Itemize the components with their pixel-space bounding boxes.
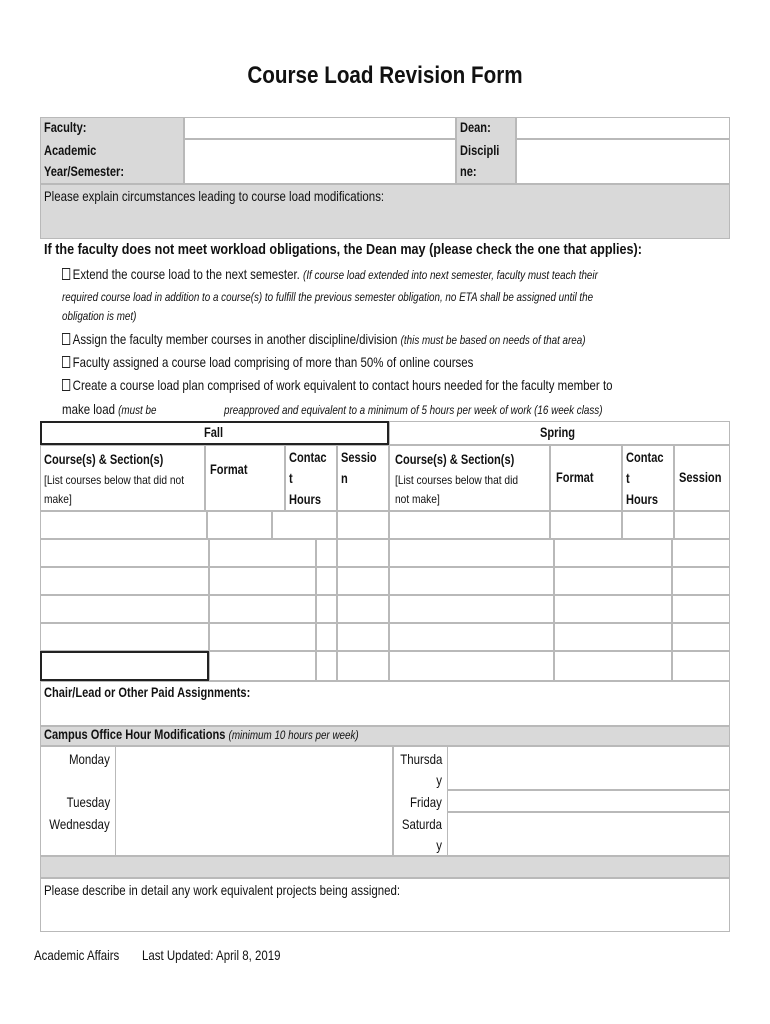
fall-format-cell[interactable]: [207, 511, 272, 539]
spring-format-cell[interactable]: [554, 539, 672, 567]
assign-checkbox[interactable]: [62, 333, 70, 345]
office-hours-spacer: [40, 856, 730, 878]
footer-updated: Last Updated: April 8, 2019: [142, 947, 281, 963]
monday-field[interactable]: [115, 746, 393, 856]
fall-course-cell[interactable]: [40, 567, 209, 595]
discipline-field[interactable]: [516, 139, 730, 184]
spring-label: Spring: [540, 425, 576, 440]
fall-format-cell[interactable]: [209, 539, 316, 567]
spring-course-sublabel-1: [List courses below that did: [395, 473, 519, 487]
spring-session-label: Session: [679, 470, 722, 485]
obligations-heading: If the faculty does not meet workload obligations, the Dean may (please check the one that applies):: [44, 241, 642, 258]
spring-contact-label-2: t: [626, 471, 630, 486]
spring-course-cell[interactable]: [389, 595, 554, 623]
fall-course-cell[interactable]: [40, 539, 209, 567]
fall-label: Fall: [204, 425, 224, 440]
option-plan: [62, 375, 613, 395]
spring-course-cell[interactable]: [389, 567, 554, 595]
footer-dept: Academic Affairs: [34, 947, 120, 963]
fall-course-cell[interactable]: [40, 595, 209, 623]
option-assign-label: Assign the faculty member courses in another discipline/division: [72, 331, 398, 347]
dean-label: Dean:: [460, 120, 491, 135]
saturday-label-1: Saturda: [401, 816, 442, 832]
spring-course-sublabel-2: not make]: [395, 492, 440, 506]
thursday-label-2: y: [436, 772, 442, 788]
option-extend-label: Extend the course load to the next semester.: [72, 266, 300, 282]
tuesday-label: Tuesday: [66, 794, 110, 810]
fall-format-cell[interactable]: [209, 567, 316, 595]
spring-contact-cell[interactable]: [622, 511, 674, 539]
fall-contact-label-3: Hours: [289, 492, 321, 507]
option-online: [62, 352, 473, 372]
option-extend-note-line3: obligation is met): [62, 309, 137, 323]
friday-field[interactable]: [447, 790, 730, 812]
option-plan-note-b: preapproved and equivalent to a minimum of 5 hours per week of work (16 week class): [224, 403, 603, 417]
spring-format-cell[interactable]: [554, 595, 672, 623]
spring-contact-label-3: Hours: [626, 492, 658, 507]
monday-label: Monday: [69, 751, 110, 767]
fall-session-cell[interactable]: [337, 539, 389, 567]
fall-session-label-2: n: [341, 471, 348, 486]
fall-contact-cell[interactable]: [316, 595, 337, 623]
faculty-field[interactable]: [184, 117, 456, 139]
fall-contact-cell[interactable]: [316, 539, 337, 567]
explain-prompt: Please explain circumstances leading to course load modifications:: [44, 188, 385, 204]
fall-contact-cell[interactable]: [316, 623, 337, 651]
option-extend-note-line2: required course load in addition to a course(s) to fulfill the previous semester obligation, no ETA shall be assigned until the: [62, 290, 594, 304]
option-extend-note: (If course load extended into next semester, faculty must teach their: [303, 268, 598, 282]
friday-label: Friday: [410, 794, 442, 810]
spring-session-cell[interactable]: [672, 651, 730, 681]
online-checkbox[interactable]: [62, 356, 70, 368]
fall-session-cell[interactable]: [337, 567, 389, 595]
fall-contact-label-1: Contac: [289, 450, 327, 465]
office-hours-heading-note: (minimum 10 hours per week): [228, 728, 359, 742]
spring-course-cell[interactable]: [389, 651, 554, 681]
spring-course-cell[interactable]: [389, 511, 550, 539]
extend-checkbox[interactable]: [62, 268, 70, 280]
spring-session-cell[interactable]: [672, 595, 730, 623]
plan-checkbox[interactable]: [62, 379, 70, 391]
option-plan-line2: [62, 399, 156, 420]
spring-format-cell[interactable]: [554, 567, 672, 595]
option-plan-label: Create a course load plan comprised of work equivalent to contact hours needed for the faculty member to: [72, 377, 613, 393]
spring-session-cell[interactable]: [672, 539, 730, 567]
chair-lead-label: Chair/Lead or Other Paid Assignments:: [44, 685, 251, 700]
office-hours-heading-text: Campus Office Hour Modifications: [44, 727, 226, 742]
thursday-field[interactable]: [447, 746, 730, 790]
option-plan-label-line2: make load: [62, 401, 115, 417]
spring-format-label: Format: [556, 470, 594, 485]
fall-course-label: Course(s) & Section(s): [44, 452, 164, 467]
office-hours-heading: [44, 725, 359, 745]
spring-session-cell[interactable]: [672, 623, 730, 651]
fall-session-cell[interactable]: [337, 511, 389, 539]
fall-course-sublabel-2: make]: [44, 492, 72, 506]
fall-format-cell[interactable]: [209, 595, 316, 623]
saturday-label-2: y: [436, 837, 442, 853]
dean-field[interactable]: [516, 117, 730, 139]
fall-course-cell[interactable]: [40, 511, 207, 539]
spring-course-cell[interactable]: [389, 539, 554, 567]
fall-course-cell[interactable]: [40, 651, 209, 681]
work-equivalent-prompt: Please describe in detail any work equivalent projects being assigned:: [44, 882, 401, 898]
fall-session-label-1: Sessio: [341, 450, 377, 465]
fall-session-cell[interactable]: [337, 595, 389, 623]
option-plan-note-a: (must be: [118, 403, 157, 417]
fall-format-cell[interactable]: [209, 623, 316, 651]
academic-year-field[interactable]: [184, 139, 456, 184]
spring-course-label: Course(s) & Section(s): [395, 452, 515, 467]
fall-course-cell[interactable]: [40, 623, 209, 651]
fall-contact-cell[interactable]: [272, 511, 337, 539]
fall-contact-cell[interactable]: [316, 651, 337, 681]
faculty-label: Faculty:: [44, 120, 87, 135]
fall-session-cell[interactable]: [337, 651, 389, 681]
spring-contact-label-1: Contac: [626, 450, 664, 465]
academic-label-line1: Academic: [44, 143, 97, 158]
spring-format-cell[interactable]: [554, 651, 672, 681]
discipline-label-line2: ne:: [460, 164, 477, 179]
fall-course-sublabel-1: [List courses below that did not: [44, 473, 185, 487]
fall-session-cell[interactable]: [337, 623, 389, 651]
fall-format-label: Format: [210, 462, 248, 477]
fall-format-cell[interactable]: [209, 651, 316, 681]
option-assign: [62, 329, 586, 350]
form-title: Course Load Revision Form: [247, 62, 523, 89]
spring-format-cell[interactable]: [554, 623, 672, 651]
discipline-label-line1: Discipli: [460, 143, 500, 158]
day-divider: [393, 746, 394, 856]
wednesday-label: Wednesday: [49, 816, 110, 832]
option-online-label: Faculty assigned a course load comprising of more than 50% of online courses: [72, 354, 474, 370]
option-assign-note: (this must be based on needs of that area): [400, 333, 586, 347]
fall-contact-label-2: t: [289, 471, 293, 486]
spring-course-cell[interactable]: [389, 623, 554, 651]
academic-label-line2: Year/Semester:: [44, 164, 125, 179]
fall-contact-cell[interactable]: [316, 567, 337, 595]
spring-format-cell[interactable]: [550, 511, 622, 539]
saturday-field[interactable]: [447, 812, 730, 856]
spring-session-cell[interactable]: [674, 511, 730, 539]
thursday-label-1: Thursda: [399, 751, 442, 767]
option-extend: [62, 264, 598, 285]
spring-session-cell[interactable]: [672, 567, 730, 595]
